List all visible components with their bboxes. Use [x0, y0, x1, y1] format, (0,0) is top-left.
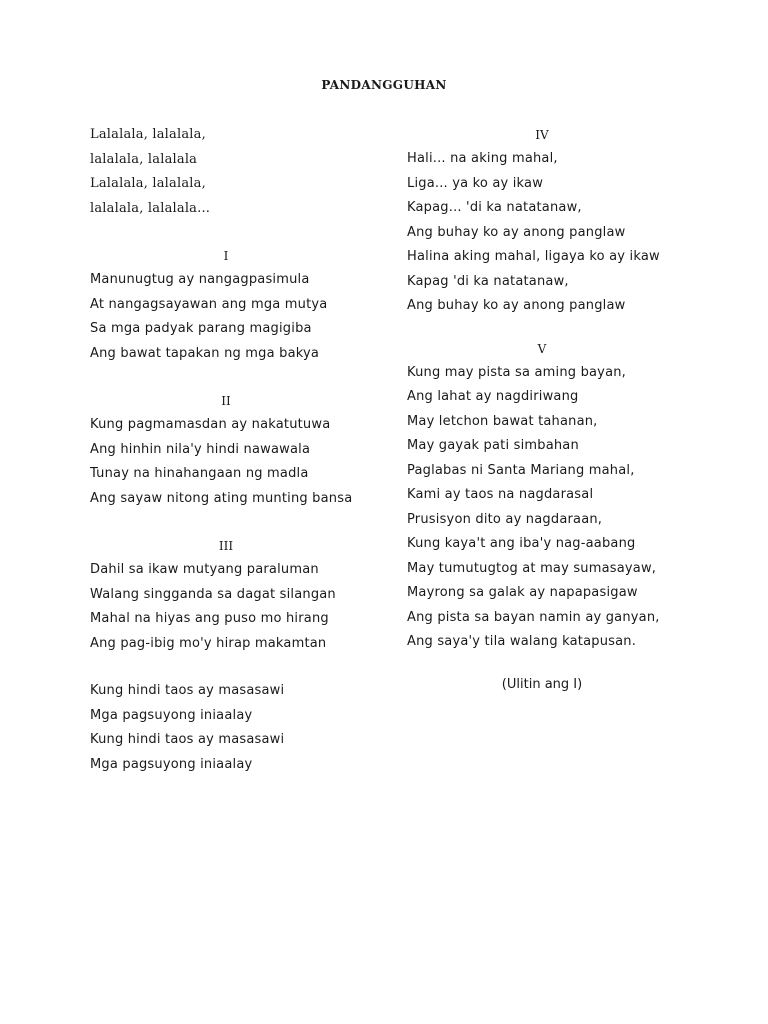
- lyric-line: May gayak pati simbahan: [407, 438, 579, 453]
- lyric-line: Dahil sa ikaw mutyang paraluman: [90, 562, 319, 577]
- lyric-line: Ang buhay ko ay anong panglaw: [407, 298, 626, 313]
- lyric-line: May letchon bawat tahanan,: [407, 413, 598, 429]
- lyric-line: At nangagsayawan ang mga mutya: [90, 296, 328, 312]
- stanza-number: II: [221, 394, 231, 408]
- lyric-line: Mga pagsuyong iniaalay: [90, 756, 253, 772]
- stanza-number: V: [537, 341, 547, 356]
- lyric-line: Ang sayaw nitong ating munting bansa: [90, 490, 353, 506]
- lyric-line: Paglabas ni Santa Mariang mahal,: [407, 462, 635, 478]
- lyric-line: Ang pag-ibig mo'y hirap makamtan: [90, 635, 327, 651]
- lyric-line: Kung hindi taos ay masasawi: [90, 732, 285, 747]
- lyric-line: Ang lahat ay nagdiriwang: [407, 389, 579, 404]
- song-title: PANDANGGUHAN: [321, 78, 447, 92]
- lyric-line: Ang buhay ko ay anong panglaw: [407, 224, 626, 240]
- intro-line: Lalalala, lalalala,: [90, 176, 206, 191]
- lyric-line: Manunugtug ay nangagpasimula: [90, 272, 310, 287]
- stanza-number: III: [218, 539, 234, 553]
- lyric-line: Ang bawat tapakan ng mga bakya: [90, 345, 320, 361]
- stanza-1: [90, 247, 362, 363]
- lyric-line: Tunay na hinahangaan ng madla: [90, 466, 309, 481]
- right-column: [407, 126, 677, 694]
- stanza-number: I: [223, 249, 229, 263]
- intro-line: Lalalala, lalalala,: [90, 127, 206, 142]
- lyric-line: Ang saya'y tila walang katapusan.: [407, 634, 637, 649]
- lyric-line: Kung pagmamasdan ay nakatutuwa: [90, 417, 331, 432]
- left-column: [90, 126, 362, 780]
- lyric-line: Ang pista sa bayan namin ay ganyan,: [407, 609, 660, 625]
- lyric-line: Sa mga padyak parang magigiba: [90, 321, 312, 336]
- stanza-3: [90, 537, 362, 653]
- lyric-line: Kami ay taos na nagdarasal: [407, 487, 594, 502]
- repeat-note: (Ulitin ang I): [501, 676, 583, 692]
- intro-line: lalalala, lalalala...: [90, 200, 211, 216]
- intro-stanza: [90, 126, 362, 218]
- lyric-line: Halina aking mahal, ligaya ko ay ikaw: [407, 249, 660, 264]
- lyric-line: Kapag 'di ka natatanaw,: [407, 273, 569, 289]
- lyric-line: Kung kaya't ang iba'y nag-aabang: [407, 536, 636, 551]
- lyric-line: Kung may pista sa aming bayan,: [407, 364, 627, 380]
- intro-line: lalalala, lalalala: [90, 151, 198, 167]
- stanza-number: IV: [535, 128, 549, 142]
- lyric-line: Mga pagsuyong iniaalay: [90, 707, 253, 723]
- lyric-line: Mayrong sa galak ay napapasigaw: [407, 585, 638, 600]
- stanza-5: [407, 340, 677, 652]
- lyric-line: Liga... ya ko ay ikaw: [407, 175, 544, 191]
- lyric-line: Ang hinhin nila'y hindi nawawala: [90, 441, 311, 457]
- lyric-line: Hali... na aking mahal,: [407, 151, 558, 166]
- lyric-line: Mahal na hiyas ang puso mo hirang: [90, 611, 329, 626]
- closing-stanza: [90, 682, 362, 774]
- lyric-line: Kung hindi taos ay masasawi: [90, 683, 285, 698]
- lyric-line: Walang singganda sa dagat silangan: [90, 586, 336, 602]
- lyric-line: Prusisyon dito ay nagdaraan,: [407, 511, 603, 527]
- lyric-line: May tumutugtog at may sumasayaw,: [407, 560, 657, 576]
- stanza-2: [90, 392, 362, 508]
- stanza-4: [407, 126, 677, 315]
- lyric-line: Kapag... 'di ka natatanaw,: [407, 200, 582, 215]
